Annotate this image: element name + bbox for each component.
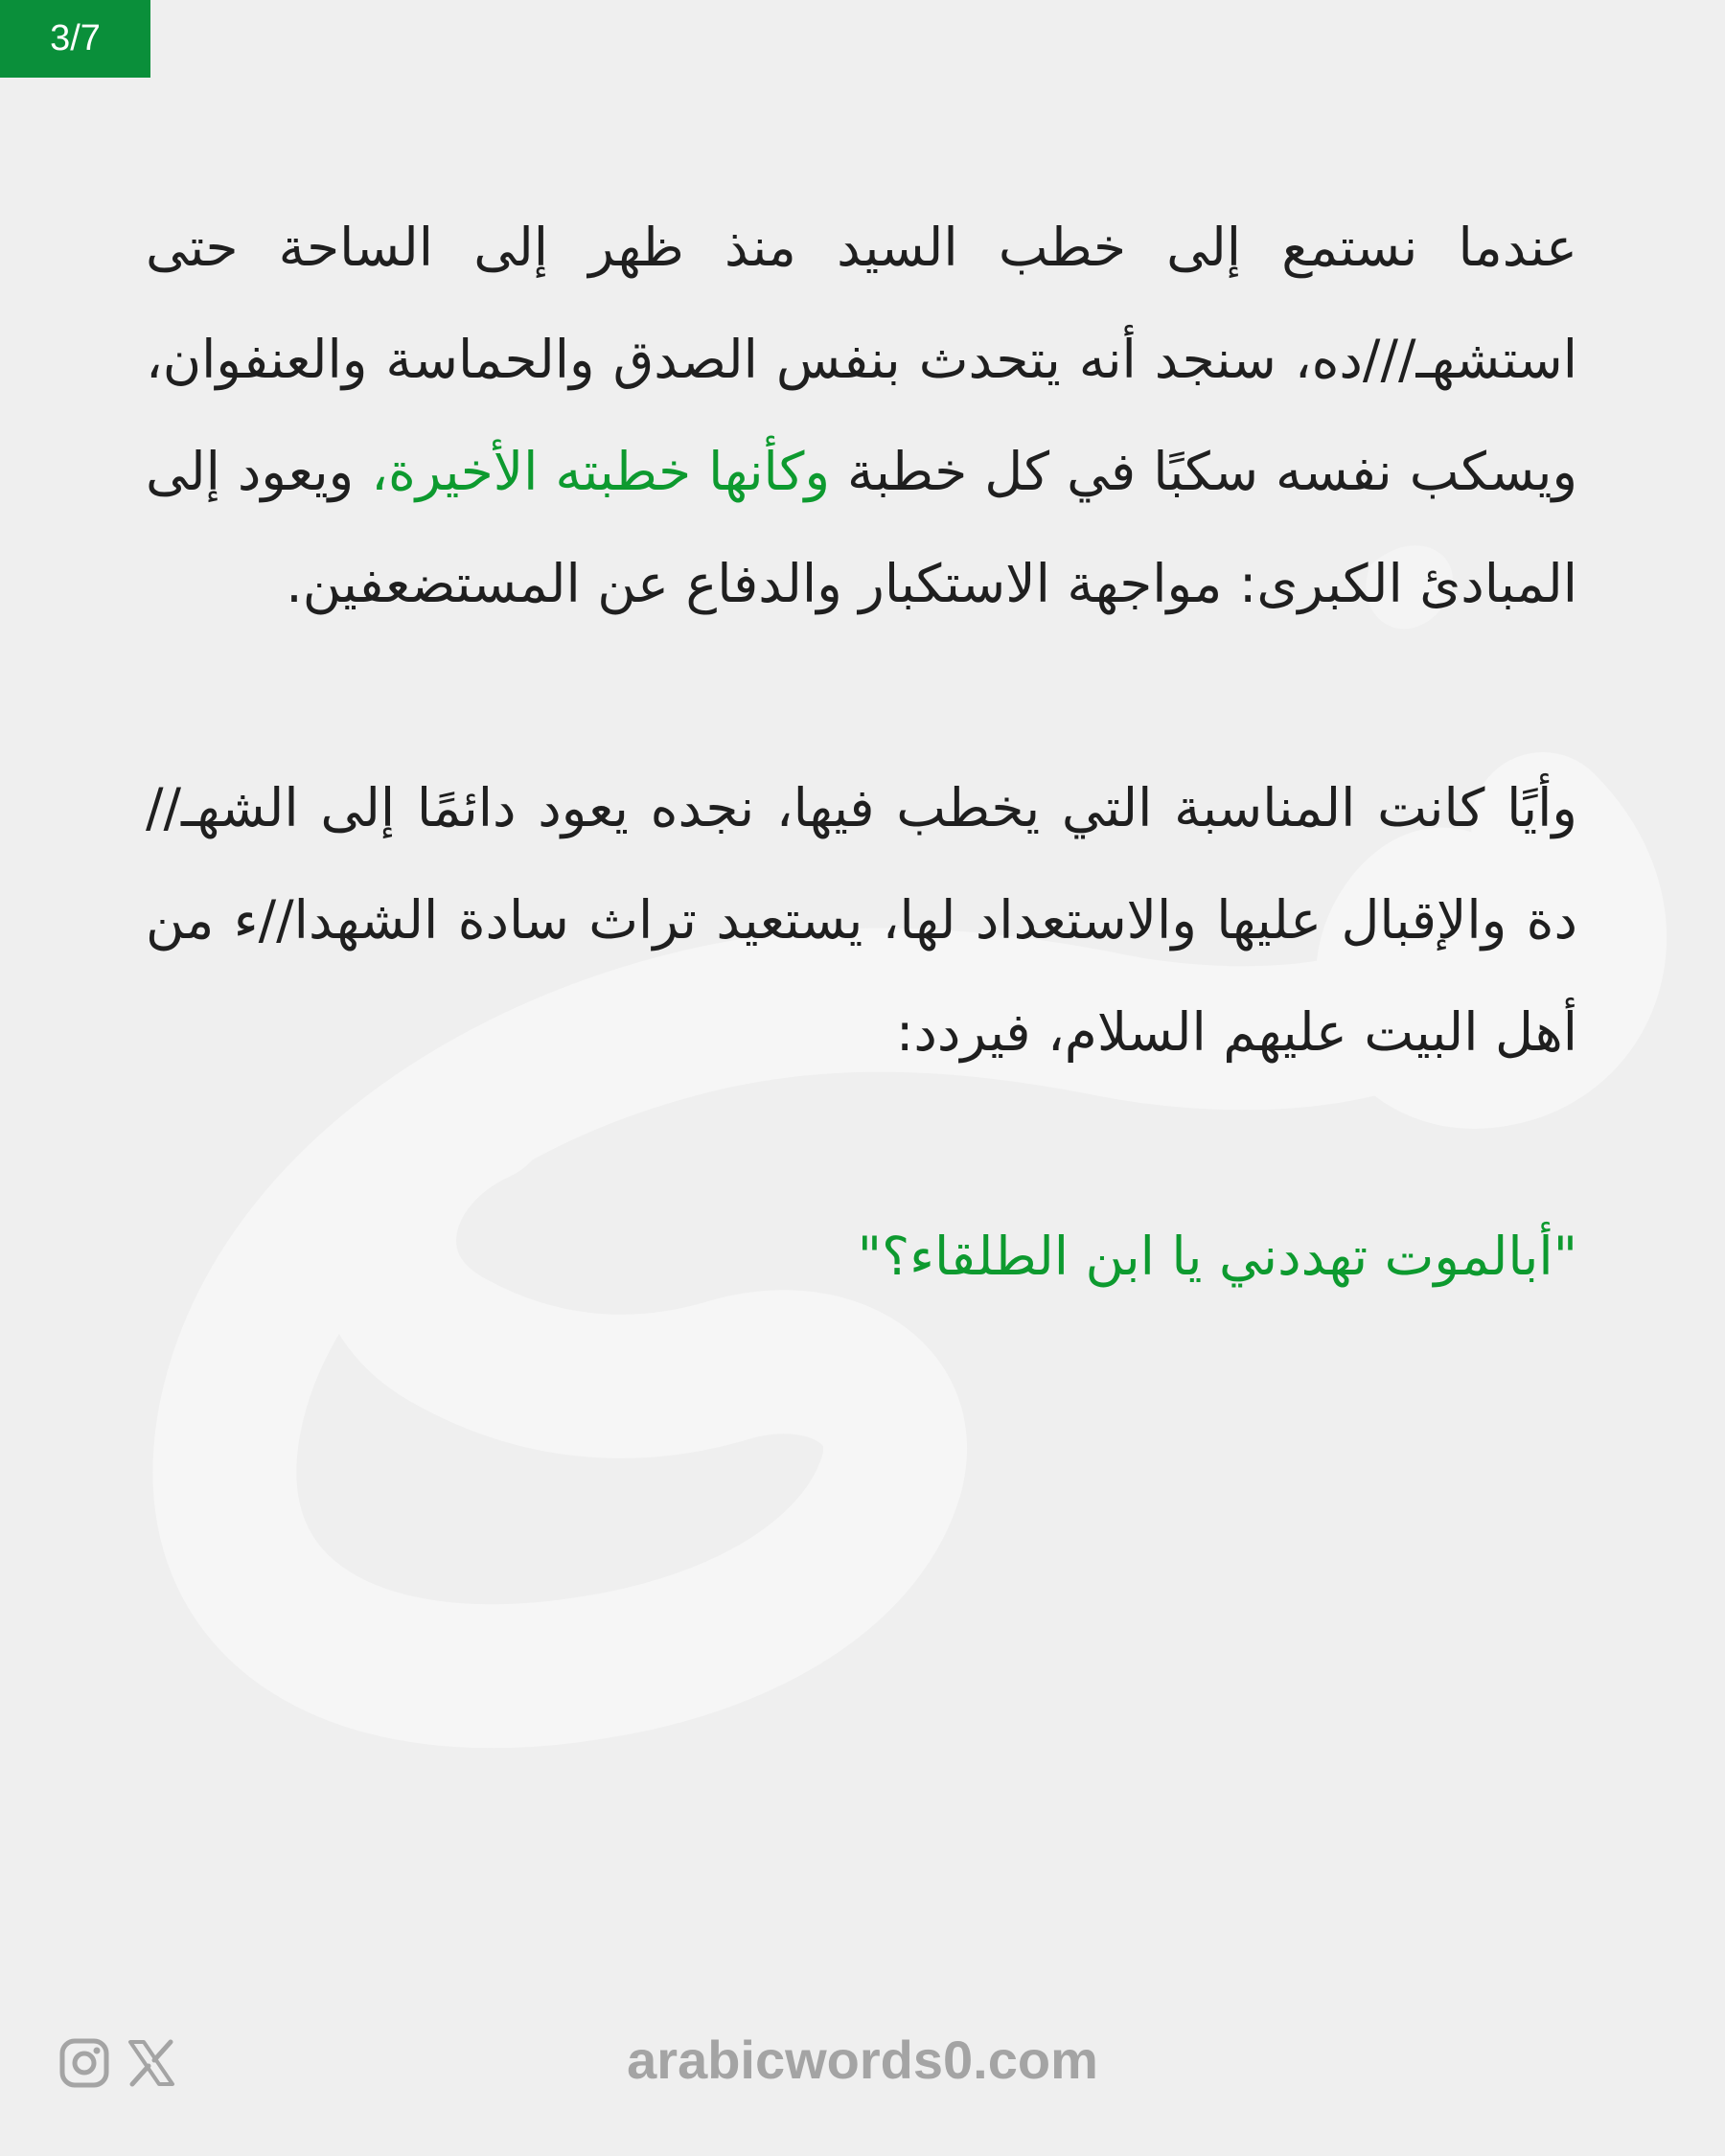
paragraph-1-highlight: وكأنها خطبته الأخيرة، (371, 441, 831, 502)
main-text (146, 192, 1577, 1313)
paragraph-1 (146, 192, 1577, 640)
paragraph-2: وأيًا كانت المناسبة التي يخطب فيها، نجده يعود دائمًا إلى الشهـ//دة والإقبال عليها والاستعداد لها، يستعيد تراث سادة الشهدا//ء من أهل البيت عليهم السلام، فيردد: (146, 777, 1577, 1063)
paragraph-1-text-start: عندما نستمع إلى خطب السيد منذ ظهر إلى الساحة حتى استشهـ///ده، سنجد أنه يتحدث بنفس الصدق والحماسة والعنفوان، ويسكب نفسه سكبًا في كل خطبة (146, 217, 1578, 502)
page-indicator-badge: 3/7 (0, 0, 150, 78)
paragraph-1-text-end: ويعود إلى المبادئ الكبرى: مواجهة الاستكبار والدفاع عن المستضعفين. (146, 441, 1577, 614)
highlighted-quote: "أبالموت تهددني يا ابن الطلقاء؟" (857, 1226, 1577, 1287)
website-url[interactable]: arabicwords0.com (627, 2030, 1098, 2090)
